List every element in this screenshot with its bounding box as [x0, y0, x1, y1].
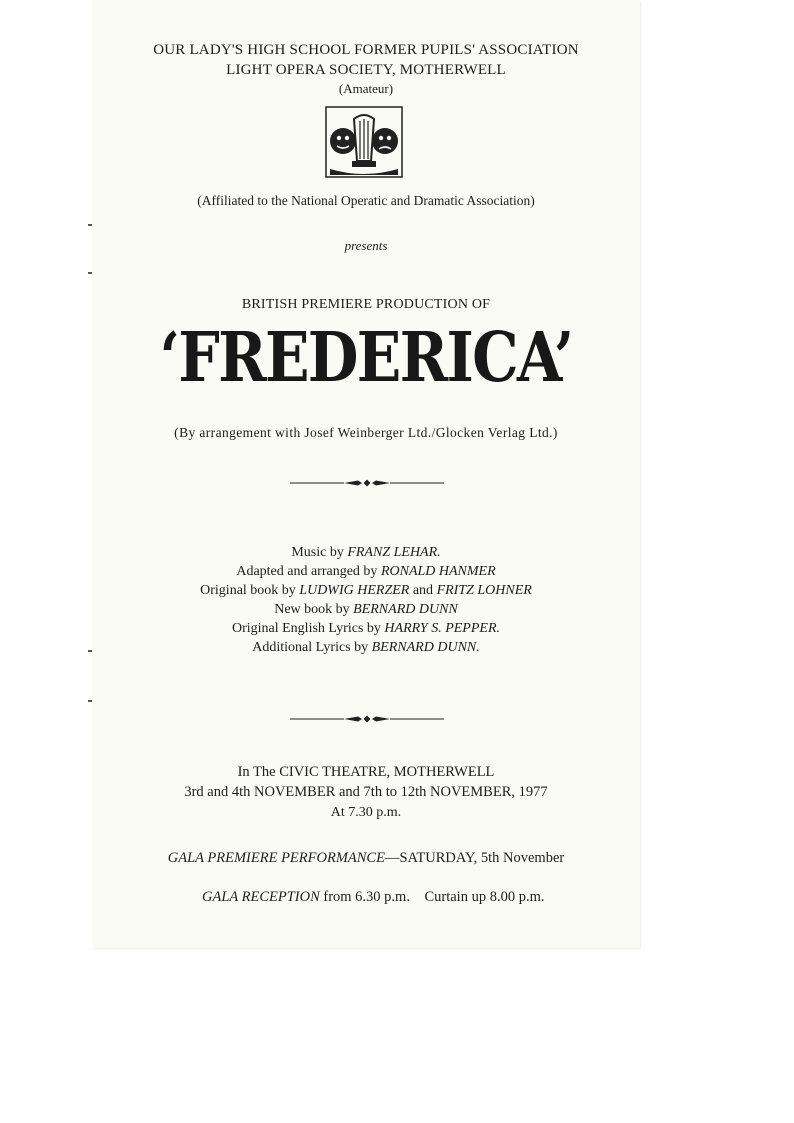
credit-label: Additional Lyrics by [252, 640, 372, 655]
credit-person: FRANZ LEHAR. [347, 545, 441, 560]
staple-mark [88, 224, 92, 226]
time-line: At 7.30 p.m. [330, 805, 402, 820]
society-name-line1: OUR LADY'S HIGH SCHOOL FORMER PUPILS' ASSOCIATION [153, 42, 579, 58]
credit-label: Adapted and arranged by [236, 564, 381, 579]
staple-mark [88, 272, 92, 274]
venue-line: In The CIVIC THEATRE, MOTHERWELL [237, 764, 495, 780]
credit-english-lyrics [92, 621, 640, 637]
staple-mark [88, 650, 92, 652]
credit-label: Original English Lyrics by [231, 621, 385, 636]
society-name-line2: LIGHT OPERA SOCIETY, MOTHERWELL [226, 62, 506, 78]
amateur-label: (Amateur) [338, 81, 394, 96]
lyre-masks-emblem-icon [324, 105, 404, 179]
divider-ornament-icon [288, 714, 446, 724]
credit-new-book [92, 602, 640, 618]
credit-person: LUDWIG HERZER [299, 583, 410, 598]
credit-person: BERNARD DUNN [353, 602, 458, 617]
production-line: BRITISH PREMIERE PRODUCTION OF [241, 297, 491, 312]
credit-person: FRITZ LOHNER [436, 583, 532, 598]
affiliation-note: (Affiliated to the National Operatic and Dramatic Association) [197, 193, 535, 208]
gala-reception-times: from 6.30 p.m. Curtain up 8.00 p.m. [319, 889, 545, 905]
gala-premiere-line [92, 850, 640, 867]
credit-label: Original book by [200, 583, 300, 598]
gala-reception-line [92, 872, 640, 923]
credit-conjunction: and [409, 583, 437, 598]
gala-premiere-label: GALA PREMIERE PERFORMANCE [167, 850, 385, 866]
credit-label: New book by [274, 602, 354, 617]
show-title: ‘FREDERICA’ [159, 318, 573, 398]
arrangement-note: (By arrangement with Josef Weinberger Ltd./Glocken Verlag Ltd.) [174, 425, 558, 440]
presents-label: presents [344, 238, 388, 253]
dates-line: 3rd and 4th NOVEMBER and 7th to 12th NOVEMBER, 1977 [184, 784, 548, 800]
programme-page [92, 0, 640, 948]
credit-music [92, 545, 640, 561]
gala-premiere-date: —SATURDAY, 5th November [384, 850, 565, 866]
credit-additional-lyrics [92, 640, 640, 656]
credit-person: HARRY S. PEPPER. [384, 621, 501, 636]
credit-person: BERNARD DUNN. [371, 640, 480, 655]
credit-original-book [92, 583, 640, 599]
credit-adapted [92, 564, 640, 580]
credit-person: RONALD HANMER [380, 564, 496, 579]
credit-label: Music by [291, 545, 348, 560]
staple-mark [88, 700, 92, 702]
gala-reception-label: GALA RECEPTION [202, 889, 320, 905]
divider-ornament-icon [288, 478, 446, 488]
